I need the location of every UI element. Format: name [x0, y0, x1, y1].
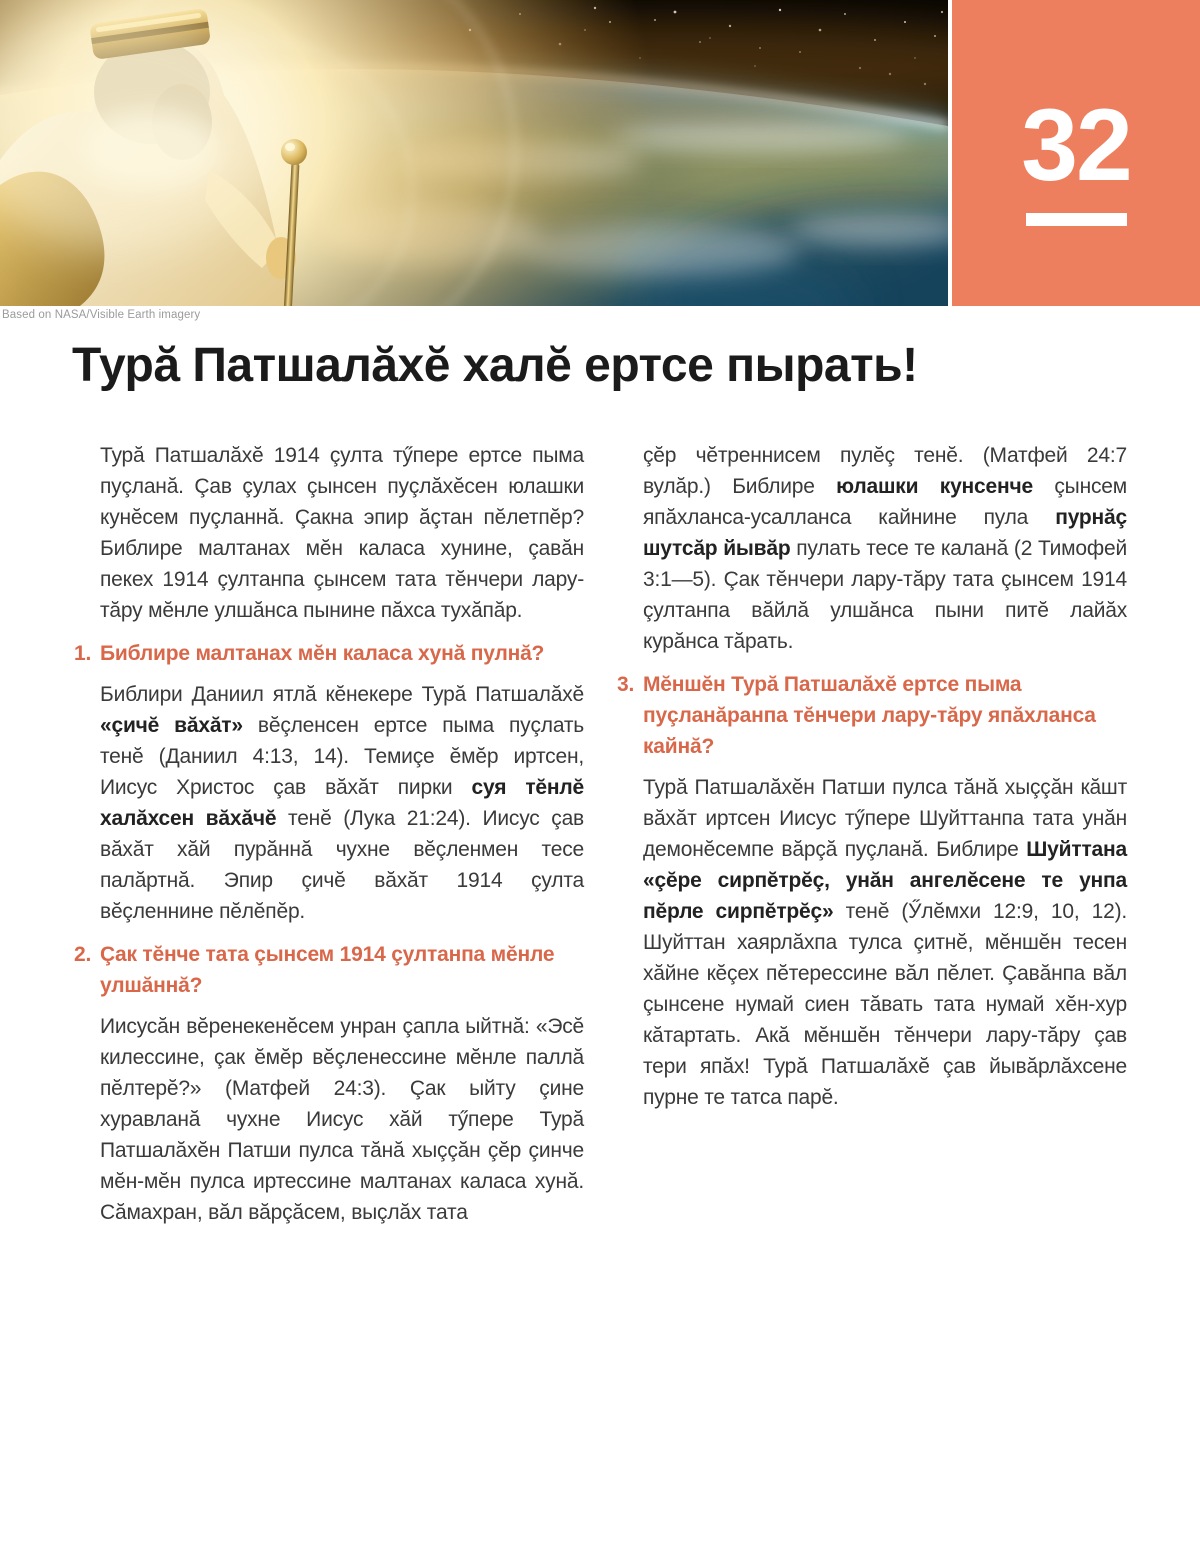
- image-credit: Based on NASA/Visible Earth imagery: [2, 309, 201, 321]
- question-number-1: 1.: [74, 642, 92, 665]
- question-text-1: Библире малтанах мĕн каласа хунă пулнă?: [100, 642, 545, 665]
- paragraph-answer-1: Библири Даниил ятлă кĕнекере Турă Патшалăхĕ «çичĕ вăхăт» вĕçленсен ертсе пыма пуçлать тенĕ (Даниил 4:13, 14). Темиçе ĕмĕр иртсен, Иисус Христос çав вăхăт пирки суя тĕнлĕ халăхсен вăхăчĕ тенĕ (Лука 21:24). Иисус çав вăхăт хăй пурăннă чухне вĕçленмен тесе палăртнă. Эпир çичĕ вăхăт 1914 çулта вĕçленнине пĕлĕпĕр.: [100, 683, 585, 923]
- question-number-3: 3.: [617, 673, 635, 696]
- question-heading-3: [617, 669, 1127, 762]
- paragraph-answer-2: Иисусăн вĕренекенĕсем унран çапла ыйтнă: «Эсĕ килессине, çак ĕмĕр вĕçленессине мĕнле паллă пĕлтерĕ?» (Матфей 24:3). Çак ыйту çине хуравланă чухне Иисус хăй тӳпере Турă Патшалăхĕн Патши пулса тăнă хыççăн çĕр çинче мĕн-мĕн пулса иртессине малтанах каласа хунă. Сăмахран, вăл вăрçăсем, выçлăх тата: [100, 1015, 584, 1224]
- page-title: Турă Патшалăхĕ халĕ ертсе пырать!: [72, 339, 918, 392]
- question-text-2: Çак тĕнче тата çынсем 1914 çултанпа мĕнле улшăннă?: [100, 943, 555, 997]
- right-column: [618, 440, 1127, 1238]
- left-column: [75, 440, 584, 1238]
- question-text-3: Мĕншĕн Турă Патшалăхĕ ертсе пыма пуçланăранпа тĕнчери лару-тăру япăхланса кайнă?: [643, 673, 1096, 758]
- paragraph-answer-2-continued: çĕр чĕтреннисем пулĕç тенĕ. (Матфей 24:7 вулăр.) Библире юлашки кунсенче çынсем япăхланса-усалланса кайнине пула пурнăç шутсăр йывăр пулать тесе те каланă (2 Тимофей 3:1—5). Çак тĕнчери лару-тăру тата çынсем 1914 çултанпа вăйлă улшăнса пыни питĕ лайăх курăнса тăрать.: [643, 444, 1127, 653]
- paragraph-intro: Турă Патшалăхĕ 1914 çулта тӳпере ертсе пыма пуçланă. Çав çулах çынсен пуçлăхĕсен юлашки кунĕсем пуçланнă. Çакна эпир ăçтан пĕлетпĕр? Библире малтанах мĕн каласа хунине, çавăн пекех 1914 çултанпа çынсем тата тĕнчери лару-тăру мĕнле улшăнса пынине пăхса тухăпăр.: [100, 444, 584, 622]
- chapter-number: 32: [1021, 88, 1131, 202]
- staff-knob-highlight: [285, 143, 295, 151]
- staff-knob: [281, 139, 307, 165]
- chapter-number-badge: [952, 0, 1200, 306]
- paragraph-answer-3: Турă Патшалăхĕн Патши пулса тăнă хыççăн кăшт вăхăт иртсен Иисус тӳпере Шуйттанпа тата унăн демонĕсемпе вăрçă пуçланă. Библире Шуйттана «çĕре сирпĕтрĕç, унăн ангелĕсене те унпа пĕрле сирпĕтрĕç» тенĕ (Ӳлĕмхи 12:9, 10, 12). Шуйттан хаярлăхпа тулса çитнĕ, мĕншĕн тесен хăйне кĕçех пĕтерессине вăл пĕлет. Çавăнпа вăл çынсене нумай сиен тăвать тата нумай хĕн-хур кăтартать. Акă мĕншĕн тĕнчери лару-тăру çав тери япăх! Турă Патшалăхĕ çав йывăрлăхсене пурне те татса парĕ.: [643, 776, 1127, 1109]
- chapter-number-underline: [1026, 213, 1127, 226]
- content-columns: [75, 440, 1127, 1238]
- question-heading-1: [74, 638, 584, 669]
- hero-image: [0, 0, 948, 306]
- question-heading-2: [74, 939, 584, 1001]
- hero-illustration: [0, 0, 948, 306]
- question-number-2: 2.: [74, 943, 92, 966]
